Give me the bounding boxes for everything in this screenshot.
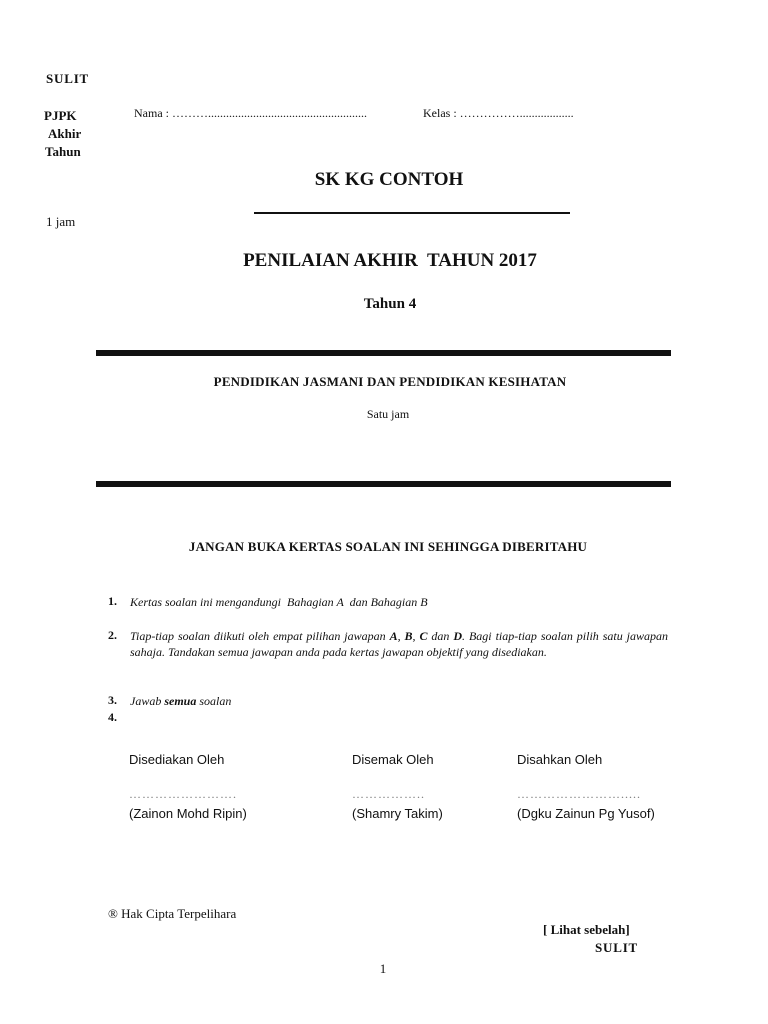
name-field: Nama : ……….....................................................	[134, 106, 367, 120]
instruction-number: 2.	[108, 628, 117, 642]
subject-title: PENDIDIKAN JASMANI DAN PENDIDIKAN KESIHATAN	[213, 374, 567, 389]
checked-by-signature-line: ……………..	[352, 787, 425, 801]
page-number: 1	[379, 961, 387, 976]
paper-code-line-2: Akhir	[48, 126, 82, 141]
instruction-text-part: Jawab	[130, 694, 165, 708]
divider-top	[96, 350, 671, 356]
instruction-text-part: . Bagi tiap-tiap soalan pilih satu jawapan sahaja. Tandakan semua jawapan anda pada kertas jawapan objektif yang disediakan.	[130, 629, 668, 659]
paper-duration: 1 jam	[46, 214, 76, 229]
instruction-text-part: soalan	[196, 694, 232, 708]
school-underline	[254, 212, 570, 214]
class-field: Kelas : ……………..................	[423, 106, 574, 120]
instruction-separator: dan	[427, 629, 454, 643]
option-b: B	[404, 629, 413, 643]
checked-by-name: (Shamry Takim)	[352, 806, 443, 821]
warning-notice: JANGAN BUKA KERTAS SOALAN INI SEHINGGA DIBERITAHU	[188, 539, 588, 554]
classification-bottom: SULIT	[595, 940, 639, 955]
instruction-number: 3.	[108, 693, 117, 707]
approved-by-label: Disahkan Oleh	[517, 752, 603, 767]
instruction-text	[130, 628, 668, 660]
prepared-by-label: Disediakan Oleh	[129, 752, 225, 767]
instruction-separator: ,	[397, 629, 405, 643]
see-next-page: [ Lihat sebelah]	[543, 922, 630, 937]
option-d: D	[453, 629, 463, 643]
paper-code	[44, 107, 81, 161]
instruction-separator: ,	[412, 629, 420, 643]
instruction-number: 4.	[108, 710, 117, 724]
instruction-emphasis: semua	[164, 694, 197, 708]
copyright-notice: ® Hak Cipta Terpelihara	[108, 906, 237, 921]
instruction-text-part: Tiap-tiap soalan diikuti oleh empat pilihan jawapan	[130, 629, 390, 643]
option-a: A	[389, 629, 398, 643]
duration-text: Satu jam	[366, 407, 410, 421]
exam-title: PENILAIAN AKHIR TAHUN 2017	[243, 250, 537, 271]
school-name: SK KG CONTOH	[314, 169, 464, 190]
prepared-by-signature-line: …………………….	[129, 787, 237, 801]
paper-code-line-3: Tahun	[45, 144, 81, 159]
instruction-text: Kertas soalan ini mengandungi Bahagian A dan Bahagian B	[130, 595, 428, 609]
option-c: C	[419, 629, 428, 643]
approved-by-name: (Dgku Zainun Pg Yusof)	[517, 806, 655, 821]
instruction-text	[130, 693, 668, 709]
instruction-number: 1.	[108, 594, 117, 608]
prepared-by-name: (Zainon Mohd Ripin)	[129, 806, 247, 821]
paper-code-line-1: PJPK	[44, 108, 77, 123]
classification-top: SULIT	[46, 71, 90, 86]
approved-by-signature-line: …………………….....	[517, 787, 641, 801]
divider-bottom	[96, 481, 671, 487]
year-level: Tahun 4	[363, 296, 417, 312]
checked-by-label: Disemak Oleh	[352, 752, 434, 767]
